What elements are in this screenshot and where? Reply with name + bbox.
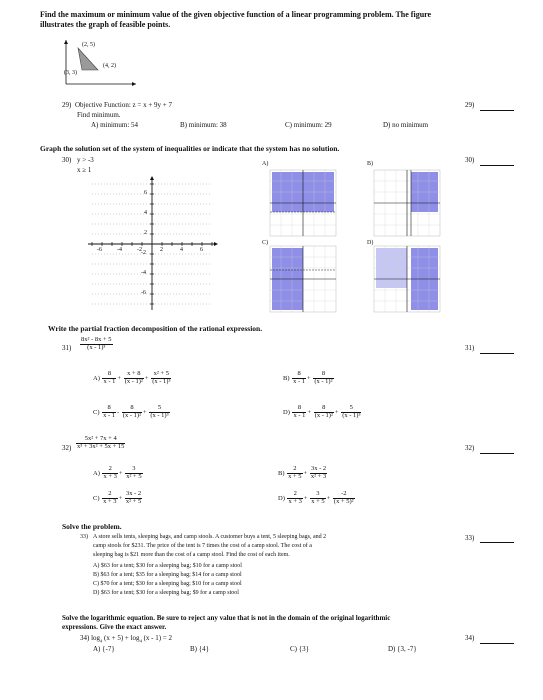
q31-b-term1-num: 8 bbox=[292, 371, 306, 379]
q29-sub: Find minimum. bbox=[77, 111, 121, 119]
q32-d-term3-num: -2 bbox=[333, 491, 355, 499]
q31-a-term3-num: x² + 5 bbox=[151, 371, 171, 379]
q31-c-term3-num: 5 bbox=[149, 405, 169, 413]
q34-choice-a[interactable]: A) {-7} bbox=[93, 645, 115, 653]
q31-choice-d[interactable]: D) $\frac{8}{x - 1}$ + $\frac{8}{\text{(x - 1)²}}$ + $\frac{5}{\text{(x - 1)³}}$ bbox=[283, 404, 361, 419]
q33-choice-c[interactable]: C) $70 for a tent; $30 for a sleeping bag; $10 for a camp stool bbox=[93, 581, 242, 587]
q32-d-term2-num: 3 bbox=[310, 491, 325, 499]
q32-expression bbox=[76, 436, 125, 451]
q32-d-term3-den: (x + 5)² bbox=[333, 497, 354, 505]
q31-c-term2-den: (x - 1)² bbox=[122, 411, 142, 419]
q31-answer-blank[interactable] bbox=[480, 353, 514, 354]
q31-a-term3-den: (x - 1)³ bbox=[152, 377, 171, 385]
q31-c-term2-num: 8 bbox=[122, 405, 142, 413]
q31-choice-a-label: A) bbox=[93, 374, 100, 382]
section-graph-title: Graph the solution set of the system of inequalities or indicate that the system has no solution. bbox=[40, 144, 340, 153]
q30-coordinate-grid bbox=[82, 174, 222, 314]
q32-d-term1-num: 2 bbox=[287, 491, 302, 499]
q30-option-d-graph[interactable] bbox=[374, 246, 440, 312]
q33-number: 33) bbox=[80, 534, 88, 540]
q32-choice-a[interactable]: A) $\frac{2}{x + 3}$ + $\frac{3}{\text{x² + 5}}$ bbox=[93, 465, 142, 480]
q32-d-term2-den: x + 5 bbox=[311, 497, 325, 505]
point-label-2-5: (2, 5) bbox=[82, 42, 95, 48]
q34-equation bbox=[80, 634, 172, 644]
section-log-line-1: Solve the logarithmic equation. Be sure to reject any value that is not in the domain of the original logarithmic bbox=[62, 614, 391, 622]
q32-b-term2-num: 3x - 2 bbox=[310, 465, 327, 472]
q32-choice-c[interactable]: C) $\frac{2}{x + 3}$ + $\frac{3x - 2}{\text{x² + 5}}$ bbox=[93, 490, 142, 505]
q31-number: 31) bbox=[62, 344, 72, 352]
point-label-4-2: (4, 2) bbox=[103, 63, 116, 69]
q32-a-term1-num: 2 bbox=[102, 466, 117, 474]
q32-denominator: x³ + 3x² + 5x + 15 bbox=[77, 442, 125, 450]
q33-answer-blank[interactable] bbox=[480, 542, 514, 543]
q31-choice-c[interactable]: C) $\frac{8}{x - 1}$ - $\frac{8}{\text{(x - 1)²}}$ + $\frac{5}{\text{(x - 1)³}}$ bbox=[93, 404, 169, 419]
q31-b-term2-den: (x - 1)² bbox=[314, 377, 333, 385]
q29-number: 29) bbox=[62, 101, 72, 109]
q31-choice-d-label: D) bbox=[283, 408, 290, 416]
x-tick-6: 6 bbox=[200, 247, 203, 253]
q32-choice-d[interactable]: D) $\frac{2}{x + 3}$ + $\frac{3}{x + 5}$ + $\frac{-2}{\text{(x + 5)²}}$ bbox=[278, 490, 354, 505]
q33-choice-b[interactable]: B) $63 for a tent; $35 for a sleeping bag; $14 for a camp stool bbox=[93, 572, 242, 578]
q34-arg-2: (x - 1) = 2 bbox=[143, 634, 173, 642]
q34-choice-d[interactable]: D) {3, -7} bbox=[388, 645, 417, 653]
q32-numerator: 5x² + 7x + 4 bbox=[76, 436, 125, 444]
q34-base-1: 4 bbox=[100, 638, 103, 644]
q31-choice-b-label: B) bbox=[283, 374, 290, 382]
q32-a-term2-num: 3 bbox=[125, 466, 142, 474]
point-label-3-3: (3, 3) bbox=[64, 70, 77, 76]
q32-a-term2-den: x² + 5 bbox=[126, 472, 142, 480]
q32-number: 32) bbox=[62, 444, 72, 452]
q32-c-term1-den: x + 3 bbox=[103, 497, 117, 505]
q30-option-a-graph[interactable] bbox=[270, 170, 336, 236]
q30-answer-blank[interactable] bbox=[480, 165, 514, 166]
q31-d-term1-num: 8 bbox=[292, 405, 306, 413]
q32-choice-b-label: B) bbox=[278, 469, 285, 477]
q31-d-term3-num: 5 bbox=[341, 405, 361, 413]
q31-c-term1-den: x - 1 bbox=[103, 411, 116, 419]
y-tick-neg4: -4 bbox=[141, 270, 146, 276]
q31-c-term1-num: 8 bbox=[102, 405, 116, 413]
q31-d-term3-den: (x - 1)³ bbox=[342, 411, 361, 419]
q33-line-1: A store sells tents, sleeping bags, and camp stools. A customer buys a tent, 5 sleeping bags, and 2 bbox=[93, 534, 327, 540]
header-line-2: illustrates the graph of feasible points. bbox=[40, 20, 171, 29]
q31-choice-a[interactable]: A) $\frac{8}{x - 1}$ + $\frac{x + 8}{\text{(x - 1)²}}$ + $\frac{\text{x² + 5}}{\text{(x - 1)³}}$ bbox=[93, 370, 171, 385]
q32-choice-b[interactable]: B) $\frac{2}{x + 5}$ + $\frac{3x - 2}{\text{x² + 3}}$ bbox=[278, 465, 327, 480]
q31-expression bbox=[80, 337, 113, 352]
q31-d-term2-den: (x - 1)² bbox=[314, 411, 333, 419]
q30-inequality-2: x ≥ 1 bbox=[77, 166, 92, 174]
q32-choice-d-label: D) bbox=[278, 494, 285, 502]
q32-c-term2-den: x² + 5 bbox=[125, 497, 142, 505]
q31-a-term1-den: x - 1 bbox=[103, 377, 116, 385]
q34-side-number: 34) bbox=[465, 634, 475, 642]
x-tick-neg6: -6 bbox=[97, 247, 102, 253]
q33-side-number: 33) bbox=[465, 534, 475, 542]
q30-option-b-graph[interactable] bbox=[374, 170, 440, 236]
q32-side-number: 32) bbox=[465, 444, 475, 452]
q31-b-term2-num: 8 bbox=[313, 371, 333, 379]
y-tick-neg2: -2 bbox=[141, 250, 146, 256]
q31-a-term2-num: x + 8 bbox=[124, 371, 144, 379]
q34-choice-b[interactable]: B) {4} bbox=[190, 645, 209, 653]
q30-option-b-label: B) bbox=[367, 161, 373, 167]
q31-denominator: (x - 1)³ bbox=[87, 343, 106, 351]
q31-a-term2-den: (x - 1)² bbox=[124, 377, 143, 385]
q31-choice-b[interactable]: B) $\frac{8}{x - 1}$ + $\frac{8}{\text{(x - 1)²}}$ bbox=[283, 370, 333, 385]
q29-choice-d: D) no minimum bbox=[383, 121, 429, 129]
q30-option-c-graph[interactable] bbox=[270, 246, 336, 312]
q31-d-term2-num: 8 bbox=[314, 405, 334, 413]
y-tick-neg6: -6 bbox=[141, 290, 146, 296]
q32-choice-c-label: C) bbox=[93, 494, 100, 502]
q31-a-term1-num: 8 bbox=[102, 371, 116, 379]
q33-line-3: sleeping bag is $21 more than the cost of a camp stool. Find the cost of each item. bbox=[93, 552, 290, 558]
q33-choice-d[interactable]: D) $63 for a tent; $30 for a sleeping bag; $9 for a camp stool bbox=[93, 590, 239, 596]
q32-c-term2-num: 3x - 2 bbox=[125, 490, 142, 497]
header-line-1: Find the maximum or minimum value of the given objective function of a linear programming problem. The figure bbox=[40, 10, 432, 19]
q30-option-c-label: C) bbox=[262, 240, 268, 246]
q32-a-term1-den: x + 3 bbox=[103, 472, 117, 480]
q30-side-number: 30) bbox=[465, 156, 475, 164]
y-tick-2: 2 bbox=[144, 230, 147, 236]
q34-log-1: log bbox=[91, 634, 101, 642]
x-tick-2: 2 bbox=[160, 247, 163, 253]
x-tick-4: 4 bbox=[180, 247, 183, 253]
x-tick-neg2: -2 bbox=[137, 247, 142, 253]
section-log-line-2: expressions. Give the exact answer. bbox=[62, 623, 167, 631]
q30-option-a-label: A) bbox=[262, 161, 269, 167]
q32-b-term2-den: x² + 3 bbox=[310, 472, 327, 480]
q33-line-2: camp stools for $231. The price of the tent is 7 times the cost of a camp stool. The cost of a bbox=[93, 543, 312, 549]
q29-prompt: Objective Function: z = x + 9y + 7 bbox=[75, 101, 172, 109]
q34-arg-1: (x + 5) + log bbox=[104, 634, 140, 642]
section-partial-fraction-title: Write the partial fraction decomposition of the rational expression. bbox=[48, 324, 263, 333]
q32-answer-blank[interactable] bbox=[480, 453, 514, 454]
y-tick-4: 4 bbox=[144, 210, 147, 216]
q34-base-2: 4 bbox=[139, 638, 142, 644]
section-solve-title: Solve the problem. bbox=[62, 522, 122, 531]
q34-answer-blank[interactable] bbox=[480, 643, 514, 644]
q31-d-term1-den: x - 1 bbox=[293, 411, 306, 419]
q30-number: 30) bbox=[62, 156, 72, 164]
q32-b-term1-num: 2 bbox=[287, 466, 302, 474]
q29-answer-blank[interactable] bbox=[480, 110, 514, 111]
q31-b-term1-den: x - 1 bbox=[293, 377, 306, 385]
q33-choice-a[interactable]: A) $63 for a tent; $30 for a sleeping bag; $10 for a camp stool bbox=[93, 563, 242, 569]
q34-number: 34) bbox=[80, 634, 90, 642]
q32-c-term1-num: 2 bbox=[102, 491, 117, 499]
x-tick-neg4: -4 bbox=[117, 247, 122, 253]
q31-numerator: 8x² - 8x + 5 bbox=[81, 336, 112, 343]
feasible-region-figure bbox=[60, 38, 140, 88]
q32-d-term1-den: x + 3 bbox=[288, 497, 302, 505]
q30-inequality-1: y > -3 bbox=[77, 156, 94, 164]
q31-side-number: 31) bbox=[465, 344, 475, 352]
q32-choice-a-label: A) bbox=[93, 469, 100, 477]
q29-choice-c: C) minimum: 29 bbox=[285, 121, 332, 129]
q29-side-number: 29) bbox=[465, 101, 475, 109]
q30-option-d-label: D) bbox=[367, 240, 374, 246]
q29-choice-a: A) minimum: 54 bbox=[91, 121, 139, 129]
q31-c-term3-den: (x - 1)³ bbox=[150, 411, 169, 419]
q31-choice-c-label: C) bbox=[93, 408, 100, 416]
q34-choice-c[interactable]: C) {3} bbox=[290, 645, 309, 653]
y-tick-6: 6 bbox=[144, 190, 147, 196]
q32-b-term1-den: x + 5 bbox=[288, 472, 302, 480]
q29-choice-b: B) minimum: 38 bbox=[180, 121, 227, 129]
